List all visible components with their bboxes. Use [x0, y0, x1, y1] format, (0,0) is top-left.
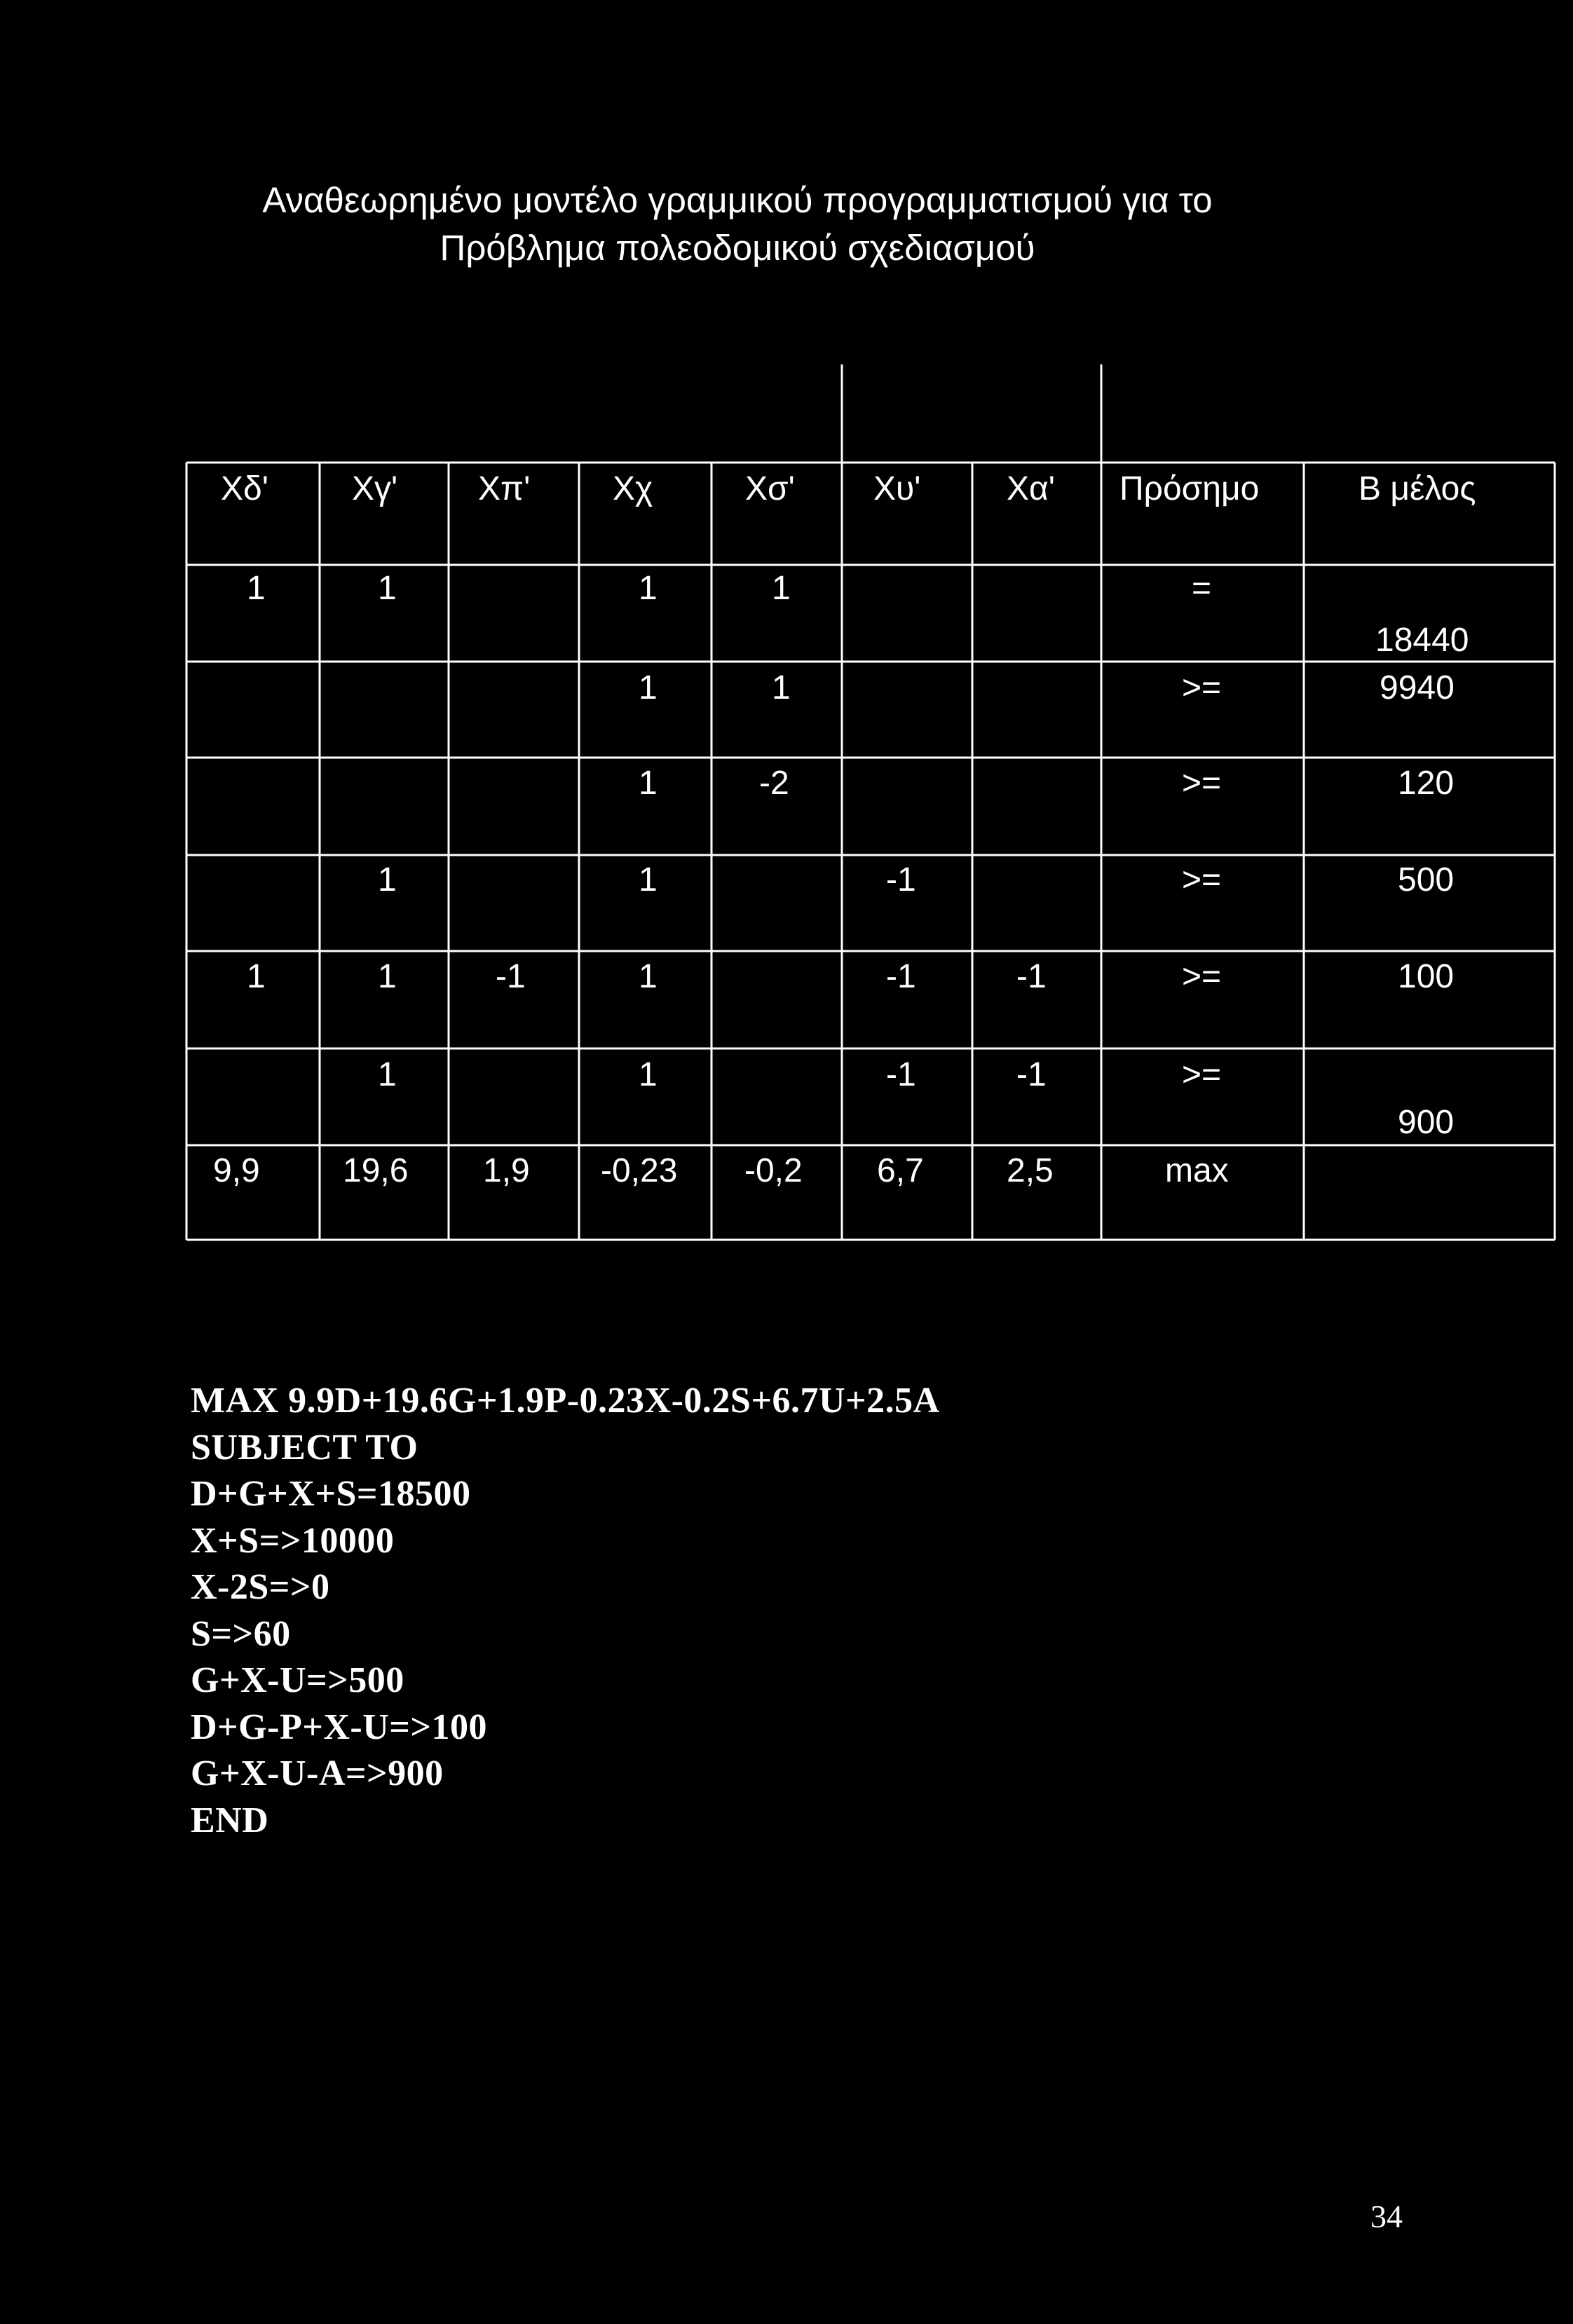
table-cell: >= [1182, 861, 1222, 898]
model-line: D+G-P+X-U=>100 [191, 1707, 488, 1747]
table-cell: 1,9 [483, 1152, 530, 1189]
table-cell: -1 [1016, 1056, 1047, 1093]
header-xs: Χσ' [745, 470, 795, 507]
table-cell: -1 [886, 958, 916, 995]
model-line: END [191, 1800, 269, 1840]
table-cell: 1 [772, 669, 791, 706]
table-cell: 6,7 [877, 1152, 924, 1189]
header-xu: Χυ' [873, 470, 921, 507]
table-cell: 500 [1398, 861, 1455, 898]
header-xg: Χγ' [352, 470, 398, 507]
header-xd: Χδ' [221, 470, 268, 507]
table-cell: 1 [639, 765, 658, 802]
table-cell: 1 [378, 1056, 397, 1093]
table-cell: >= [1182, 765, 1222, 802]
model-line: G+X-U-A=>900 [191, 1754, 444, 1793]
table-cell: 18440 [1375, 622, 1469, 659]
page-title [184, 177, 1291, 272]
table-cell: 1 [639, 570, 658, 607]
model-line: X+S=>10000 [191, 1520, 395, 1561]
model-line: G+X-U=>500 [191, 1660, 404, 1700]
table-cell: 1 [247, 570, 266, 607]
title-line-1: Αναθεωρημένο μοντέλο γραμμικού προγραμματισμού για το [262, 180, 1213, 220]
table-cell: -2 [759, 765, 789, 802]
table-cell: -0,23 [601, 1152, 678, 1189]
page-number: 34 [1370, 2199, 1403, 2234]
model-line: SUBJECT TO [191, 1427, 418, 1468]
model-line: MAX 9.9D+19.6G+1.9P-0.23X-0.2S+6.7U+2.5A [191, 1381, 940, 1421]
table-cell: >= [1182, 669, 1222, 706]
table-cell: 9,9 [213, 1152, 260, 1189]
header-xx: Χχ [613, 470, 653, 507]
table-cell: 2,5 [1007, 1152, 1054, 1189]
table-cell: = [1192, 570, 1212, 607]
table-cell: >= [1182, 1056, 1222, 1093]
table-cell: 1 [639, 669, 658, 706]
table-cell: >= [1182, 958, 1222, 995]
table-cell: 1 [639, 1056, 658, 1093]
table-cell: -1 [886, 1056, 916, 1093]
table-cell: -0,2 [744, 1152, 803, 1189]
model-line: D+G+X+S=18500 [191, 1474, 471, 1514]
table-cell: 1 [378, 958, 397, 995]
table-cell: -1 [496, 958, 526, 995]
table-cell: -1 [886, 861, 916, 898]
lp-model-text [191, 1378, 940, 1844]
table-cell: 19,6 [343, 1152, 409, 1189]
header-sign: Πρόσημο [1119, 470, 1260, 507]
model-line: X-2S=>0 [191, 1567, 330, 1607]
table-cell: 120 [1398, 765, 1455, 802]
model-line: S=>60 [191, 1613, 291, 1654]
table-cell: 1 [639, 958, 658, 995]
header-xa: Χα' [1007, 470, 1055, 507]
table-cell: 100 [1398, 958, 1455, 995]
table-cell: 900 [1398, 1104, 1455, 1141]
header-rhs: Β μέλος [1358, 470, 1476, 507]
table-cell: 1 [772, 570, 791, 607]
table-cell: 1 [247, 958, 266, 995]
header-xp: Χπ' [478, 470, 531, 507]
table-cell: max [1165, 1152, 1229, 1189]
table-cell: -1 [1016, 958, 1047, 995]
table-cell: 1 [378, 861, 397, 898]
table-cell: 1 [378, 570, 397, 607]
table-cell: 9940 [1380, 669, 1455, 706]
table-cell: 1 [639, 861, 658, 898]
title-line-2: Πρόβλημα πολεοδομικού σχεδιασμού [440, 228, 1035, 268]
